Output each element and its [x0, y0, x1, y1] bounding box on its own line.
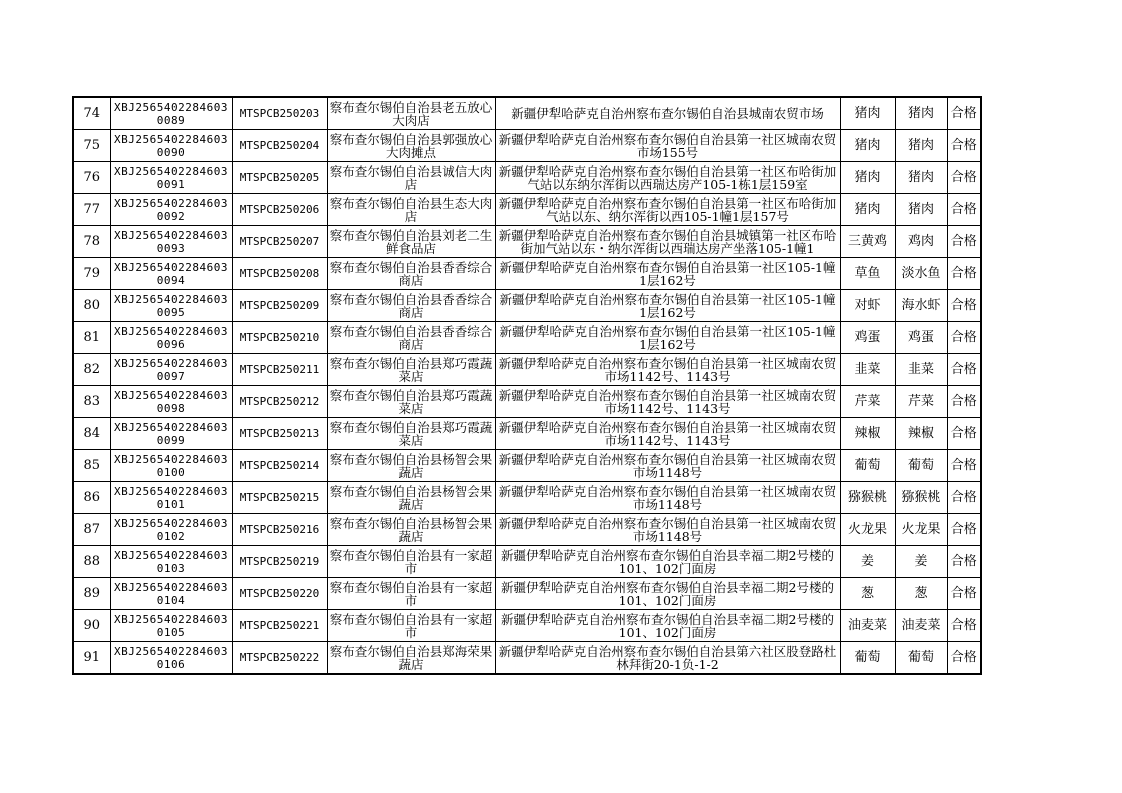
food-name-cell: 油麦菜: [840, 610, 895, 642]
result-cell: 合格: [947, 482, 981, 514]
sample-id-cell: MTSPCB250212: [232, 386, 327, 418]
sample-id-cell: MTSPCB250208: [232, 258, 327, 290]
result-cell: 合格: [947, 226, 981, 258]
food-name-cell: 三黄鸡: [840, 226, 895, 258]
sample-id-cell: MTSPCB250204: [232, 130, 327, 162]
result-cell: 合格: [947, 546, 981, 578]
row-number-cell: 82: [73, 354, 110, 386]
vendor-address-cell: 新疆伊犁哈萨克自治州察布查尔锡伯自治县第一社区布哈街加气站以东纳尔浑街以西瑞达房产105-1栋1层159室: [495, 162, 840, 194]
food-name-cell: 猪肉: [840, 97, 895, 130]
sampling-code-cell: XBJ25654022846030099: [110, 418, 232, 450]
food-category-cell: 淡水鱼: [895, 258, 947, 290]
result-cell: 合格: [947, 162, 981, 194]
sampling-code-cell: XBJ25654022846030098: [110, 386, 232, 418]
sample-id-cell: MTSPCB250219: [232, 546, 327, 578]
food-category-cell: 猪肉: [895, 194, 947, 226]
vendor-address-cell: 新疆伊犁哈萨克自治州察布查尔锡伯自治县第一社区城南农贸市场1148号: [495, 450, 840, 482]
inspection-results-table: [72, 96, 982, 675]
food-category-cell: 猪肉: [895, 130, 947, 162]
result-cell: 合格: [947, 130, 981, 162]
sampling-code-cell: XBJ25654022846030103: [110, 546, 232, 578]
sampling-code-cell: XBJ25654022846030105: [110, 610, 232, 642]
food-name-cell: 火龙果: [840, 514, 895, 546]
table-row: [73, 642, 981, 675]
table-row: [73, 194, 981, 226]
table-row: [73, 546, 981, 578]
food-category-cell: 猪肉: [895, 162, 947, 194]
result-cell: 合格: [947, 450, 981, 482]
sample-id-cell: MTSPCB250222: [232, 642, 327, 675]
vendor-address-cell: 新疆伊犁哈萨克自治州察布查尔锡伯自治县第一社区城南农贸市场155号: [495, 130, 840, 162]
table-row: [73, 226, 981, 258]
sample-id-cell: MTSPCB250214: [232, 450, 327, 482]
sample-id-cell: MTSPCB250207: [232, 226, 327, 258]
food-name-cell: 猪肉: [840, 130, 895, 162]
food-name-cell: 鸡蛋: [840, 322, 895, 354]
row-number-cell: 87: [73, 514, 110, 546]
vendor-address-cell: 新疆伊犁哈萨克自治州察布查尔锡伯自治县幸福二期2号楼的101、102门面房: [495, 610, 840, 642]
row-number-cell: 77: [73, 194, 110, 226]
results-table-container: [72, 96, 982, 675]
food-name-cell: 葡萄: [840, 642, 895, 675]
food-name-cell: 对虾: [840, 290, 895, 322]
result-cell: 合格: [947, 258, 981, 290]
food-category-cell: 葡萄: [895, 642, 947, 675]
row-number-cell: 89: [73, 578, 110, 610]
row-number-cell: 84: [73, 418, 110, 450]
vendor-address-cell: 新疆伊犁哈萨克自治州察布查尔锡伯自治县城南农贸市场: [495, 97, 840, 130]
result-cell: 合格: [947, 97, 981, 130]
vendor-name-cell: 察布查尔锡伯自治县有一家超市: [327, 546, 495, 578]
result-cell: 合格: [947, 514, 981, 546]
food-category-cell: 猕猴桃: [895, 482, 947, 514]
food-name-cell: 猪肉: [840, 194, 895, 226]
vendor-address-cell: 新疆伊犁哈萨克自治州察布查尔锡伯自治县第一社区城南农贸市场1142号、1143号: [495, 386, 840, 418]
food-name-cell: 猪肉: [840, 162, 895, 194]
table-row: [73, 450, 981, 482]
sampling-code-cell: XBJ25654022846030091: [110, 162, 232, 194]
vendor-address-cell: 新疆伊犁哈萨克自治州察布查尔锡伯自治县第一社区105-1幢1层162号: [495, 290, 840, 322]
food-category-cell: 鸡肉: [895, 226, 947, 258]
sample-id-cell: MTSPCB250213: [232, 418, 327, 450]
food-category-cell: 鸡蛋: [895, 322, 947, 354]
sample-id-cell: MTSPCB250209: [232, 290, 327, 322]
sample-id-cell: MTSPCB250211: [232, 354, 327, 386]
vendor-address-cell: 新疆伊犁哈萨克自治州察布查尔锡伯自治县幸福二期2号楼的101、102门面房: [495, 578, 840, 610]
food-category-cell: 葡萄: [895, 450, 947, 482]
food-category-cell: 猪肉: [895, 97, 947, 130]
sampling-code-cell: XBJ25654022846030092: [110, 194, 232, 226]
sample-id-cell: MTSPCB250216: [232, 514, 327, 546]
table-row: [73, 258, 981, 290]
row-number-cell: 81: [73, 322, 110, 354]
food-name-cell: 韭菜: [840, 354, 895, 386]
vendor-address-cell: 新疆伊犁哈萨克自治州察布查尔锡伯自治县第一社区城南农贸市场1142号、1143号: [495, 418, 840, 450]
row-number-cell: 90: [73, 610, 110, 642]
vendor-name-cell: 察布查尔锡伯自治县杨智会果蔬店: [327, 482, 495, 514]
food-name-cell: 猕猴桃: [840, 482, 895, 514]
table-row: [73, 578, 981, 610]
food-name-cell: 葱: [840, 578, 895, 610]
row-number-cell: 76: [73, 162, 110, 194]
vendor-name-cell: 察布查尔锡伯自治县郑海荣果蔬店: [327, 642, 495, 675]
food-category-cell: 油麦菜: [895, 610, 947, 642]
sampling-code-cell: XBJ25654022846030104: [110, 578, 232, 610]
food-category-cell: 芹菜: [895, 386, 947, 418]
result-cell: 合格: [947, 290, 981, 322]
food-name-cell: 葡萄: [840, 450, 895, 482]
table-row: [73, 514, 981, 546]
food-category-cell: 葱: [895, 578, 947, 610]
result-cell: 合格: [947, 418, 981, 450]
row-number-cell: 91: [73, 642, 110, 675]
result-cell: 合格: [947, 642, 981, 675]
food-name-cell: 姜: [840, 546, 895, 578]
sampling-code-cell: XBJ25654022846030094: [110, 258, 232, 290]
sample-id-cell: MTSPCB250205: [232, 162, 327, 194]
vendor-name-cell: 察布查尔锡伯自治县香香综合商店: [327, 290, 495, 322]
sampling-code-cell: XBJ25654022846030096: [110, 322, 232, 354]
vendor-address-cell: 新疆伊犁哈萨克自治州察布查尔锡伯自治县第一社区布哈街加气站以东、纳尔浑街以西105-1幢1层157号: [495, 194, 840, 226]
sample-id-cell: MTSPCB250210: [232, 322, 327, 354]
result-cell: 合格: [947, 610, 981, 642]
food-category-cell: 韭菜: [895, 354, 947, 386]
food-category-cell: 姜: [895, 546, 947, 578]
vendor-address-cell: 新疆伊犁哈萨克自治州察布查尔锡伯自治县第一社区105-1幢1层162号: [495, 258, 840, 290]
row-number-cell: 75: [73, 130, 110, 162]
sample-id-cell: MTSPCB250203: [232, 97, 327, 130]
sample-id-cell: MTSPCB250206: [232, 194, 327, 226]
vendor-name-cell: 察布查尔锡伯自治县郑巧霞蔬菜店: [327, 386, 495, 418]
sampling-code-cell: XBJ25654022846030097: [110, 354, 232, 386]
food-category-cell: 海水虾: [895, 290, 947, 322]
sampling-code-cell: XBJ25654022846030090: [110, 130, 232, 162]
vendor-address-cell: 新疆伊犁哈萨克自治州察布查尔锡伯自治县第一社区城南农贸市场1148号: [495, 514, 840, 546]
row-number-cell: 83: [73, 386, 110, 418]
sampling-code-cell: XBJ25654022846030095: [110, 290, 232, 322]
table-row: [73, 290, 981, 322]
vendor-address-cell: 新疆伊犁哈萨克自治州察布查尔锡伯自治县第一社区城南农贸市场1142号、1143号: [495, 354, 840, 386]
vendor-name-cell: 察布查尔锡伯自治县诚信大肉店: [327, 162, 495, 194]
vendor-name-cell: 察布查尔锡伯自治县香香综合商店: [327, 322, 495, 354]
sampling-code-cell: XBJ25654022846030100: [110, 450, 232, 482]
vendor-name-cell: 察布查尔锡伯自治县老五放心大肉店: [327, 97, 495, 130]
sample-id-cell: MTSPCB250215: [232, 482, 327, 514]
table-row: [73, 354, 981, 386]
vendor-name-cell: 察布查尔锡伯自治县郭强放心大肉摊点: [327, 130, 495, 162]
result-cell: 合格: [947, 322, 981, 354]
table-row: [73, 482, 981, 514]
table-row: [73, 386, 981, 418]
food-name-cell: 辣椒: [840, 418, 895, 450]
vendor-name-cell: 察布查尔锡伯自治县杨智会果蔬店: [327, 450, 495, 482]
vendor-name-cell: 察布查尔锡伯自治县有一家超市: [327, 610, 495, 642]
vendor-name-cell: 察布查尔锡伯自治县香香综合商店: [327, 258, 495, 290]
table-row: [73, 162, 981, 194]
table-row: [73, 418, 981, 450]
sampling-code-cell: XBJ25654022846030093: [110, 226, 232, 258]
vendor-address-cell: 新疆伊犁哈萨克自治州察布查尔锡伯自治县第一社区城南农贸市场1148号: [495, 482, 840, 514]
row-number-cell: 88: [73, 546, 110, 578]
table-row: [73, 322, 981, 354]
vendor-name-cell: 察布查尔锡伯自治县有一家超市: [327, 578, 495, 610]
food-name-cell: 草鱼: [840, 258, 895, 290]
row-number-cell: 78: [73, 226, 110, 258]
row-number-cell: 79: [73, 258, 110, 290]
sampling-code-cell: XBJ25654022846030106: [110, 642, 232, 675]
sample-id-cell: MTSPCB250221: [232, 610, 327, 642]
vendor-name-cell: 察布查尔锡伯自治县杨智会果蔬店: [327, 514, 495, 546]
vendor-name-cell: 察布查尔锡伯自治县郑巧霞蔬菜店: [327, 354, 495, 386]
table-row: [73, 610, 981, 642]
result-cell: 合格: [947, 354, 981, 386]
sampling-code-cell: XBJ25654022846030102: [110, 514, 232, 546]
row-number-cell: 86: [73, 482, 110, 514]
vendor-address-cell: 新疆伊犁哈萨克自治州察布查尔锡伯自治县第一社区105-1幢1层162号: [495, 322, 840, 354]
food-category-cell: 火龙果: [895, 514, 947, 546]
vendor-address-cell: 新疆伊犁哈萨克自治州察布查尔锡伯自治县城镇第一社区布哈街加气站以东・纳尔浑街以西瑞达房产坐落105-1幢1: [495, 226, 840, 258]
sample-id-cell: MTSPCB250220: [232, 578, 327, 610]
result-cell: 合格: [947, 386, 981, 418]
vendor-name-cell: 察布查尔锡伯自治县郑巧霞蔬菜店: [327, 418, 495, 450]
result-cell: 合格: [947, 194, 981, 226]
table-body: [73, 97, 981, 674]
row-number-cell: 85: [73, 450, 110, 482]
food-name-cell: 芹菜: [840, 386, 895, 418]
vendor-name-cell: 察布查尔锡伯自治县刘老二生鲜食品店: [327, 226, 495, 258]
food-category-cell: 辣椒: [895, 418, 947, 450]
sampling-code-cell: XBJ25654022846030089: [110, 97, 232, 130]
table-row: [73, 97, 981, 130]
vendor-name-cell: 察布查尔锡伯自治县生态大肉店: [327, 194, 495, 226]
sampling-code-cell: XBJ25654022846030101: [110, 482, 232, 514]
vendor-address-cell: 新疆伊犁哈萨克自治州察布查尔锡伯自治县幸福二期2号楼的101、102门面房: [495, 546, 840, 578]
vendor-address-cell: 新疆伊犁哈萨克自治州察布查尔锡伯自治县第六社区股登路杜林拜街20-1负-1-2: [495, 642, 840, 675]
result-cell: 合格: [947, 578, 981, 610]
row-number-cell: 74: [73, 97, 110, 130]
row-number-cell: 80: [73, 290, 110, 322]
table-row: [73, 130, 981, 162]
